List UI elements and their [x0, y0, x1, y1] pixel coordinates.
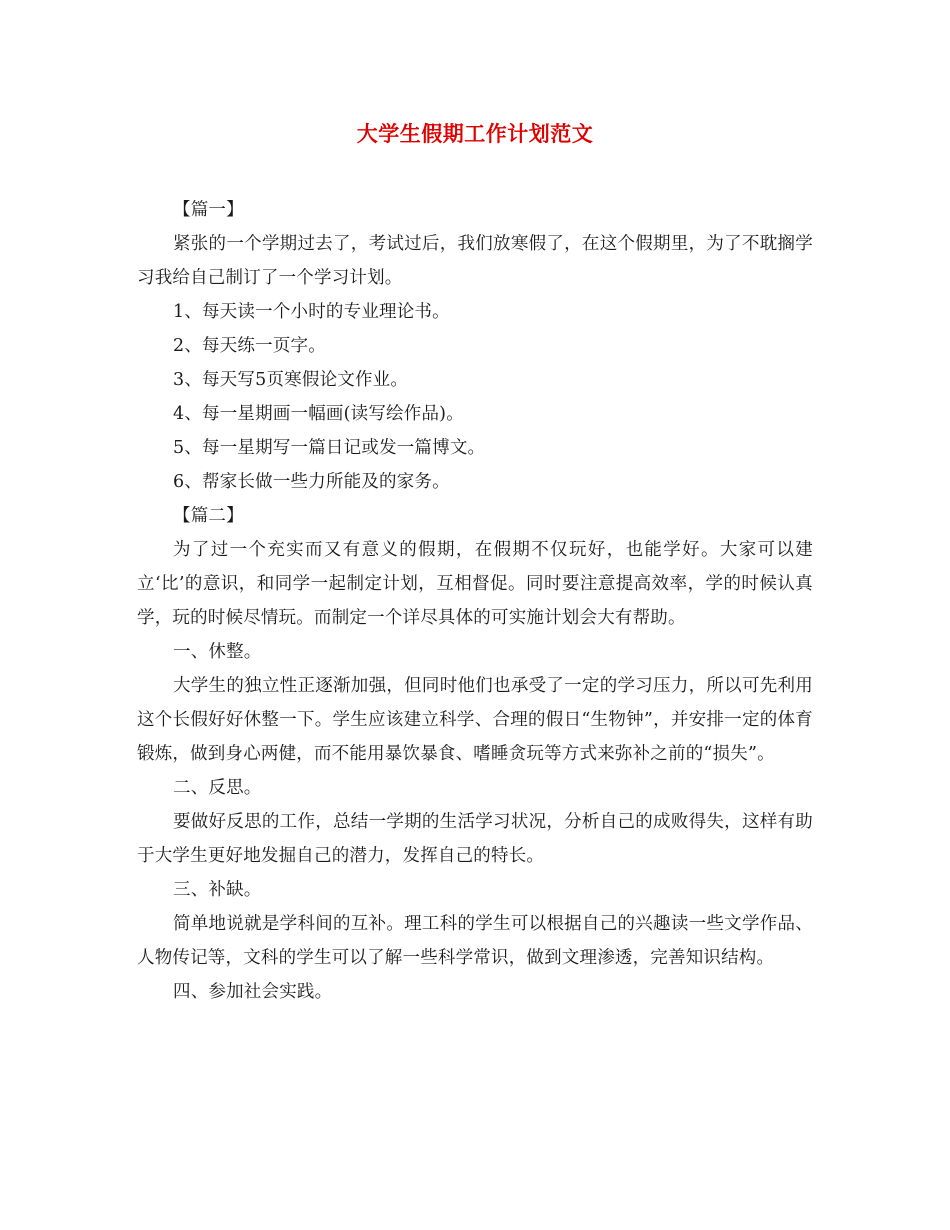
list-item: 1、每天读一个小时的专业理论书。 — [173, 302, 450, 322]
list-item: 3、每天写5页寒假论文作业。 — [173, 370, 409, 390]
document-body — [137, 193, 813, 1009]
paragraph: 简单地说就是学科间的互补。理工科的学生可以根据自己的兴趣读一些文学作品、人物传记等，文科的学生可以了解一些科学常识，做到文理渗透，完善知识结构。 — [137, 914, 813, 968]
section-heading-1: 【篇一】 — [173, 200, 244, 220]
paragraph: 为了过一个充实而又有意义的假期，在假期不仅玩好，也能学好。大家可以建立‘比’的意识，和同学一起制定计划，互相督促。同时要注意提高效率，学的时候认真学，玩的时候尽情玩。而制定一个详尽具体的可实施计划会大有帮助。 — [137, 540, 813, 628]
list-item: 4、每一星期画一幅画(读写绘作品)。 — [173, 404, 464, 424]
list-item: 5、每一星期写一篇日记或发一篇博文。 — [173, 438, 486, 458]
paragraph: 大学生的独立性正逐渐加强，但同时他们也承受了一定的学习压力，所以可先利用这个长假好好休整一下。学生应该建立科学、合理的假日“生物钟”，并安排一定的体育锻炼，做到身心两健，而不能用暴饮暴食、嗜睡贪玩等方式来弥补之前的“损失”。 — [137, 676, 813, 764]
subheading: 一、休整。 — [173, 642, 262, 662]
paragraph: 紧张的一个学期过去了，考试过后，我们放寒假了，在这个假期里，为了不耽搁学习我给自己制订了一个学习计划。 — [137, 234, 813, 288]
list-item: 6、帮家长做一些力所能及的家务。 — [173, 472, 450, 492]
document-title: 大学生假期工作计划范文 — [356, 121, 594, 146]
subheading: 二、反思。 — [173, 778, 262, 798]
paragraph: 要做好反思的工作，总结一学期的生活学习状况，分析自己的成败得失，这样有助于大学生更好地发掘自己的潜力，发挥自己的特长。 — [137, 812, 813, 866]
subheading: 四、参加社会实践。 — [173, 982, 333, 1002]
list-item: 2、每天练一页字。 — [173, 336, 326, 356]
subheading: 三、补缺。 — [173, 880, 262, 900]
section-heading-2: 【篇二】 — [173, 506, 244, 526]
